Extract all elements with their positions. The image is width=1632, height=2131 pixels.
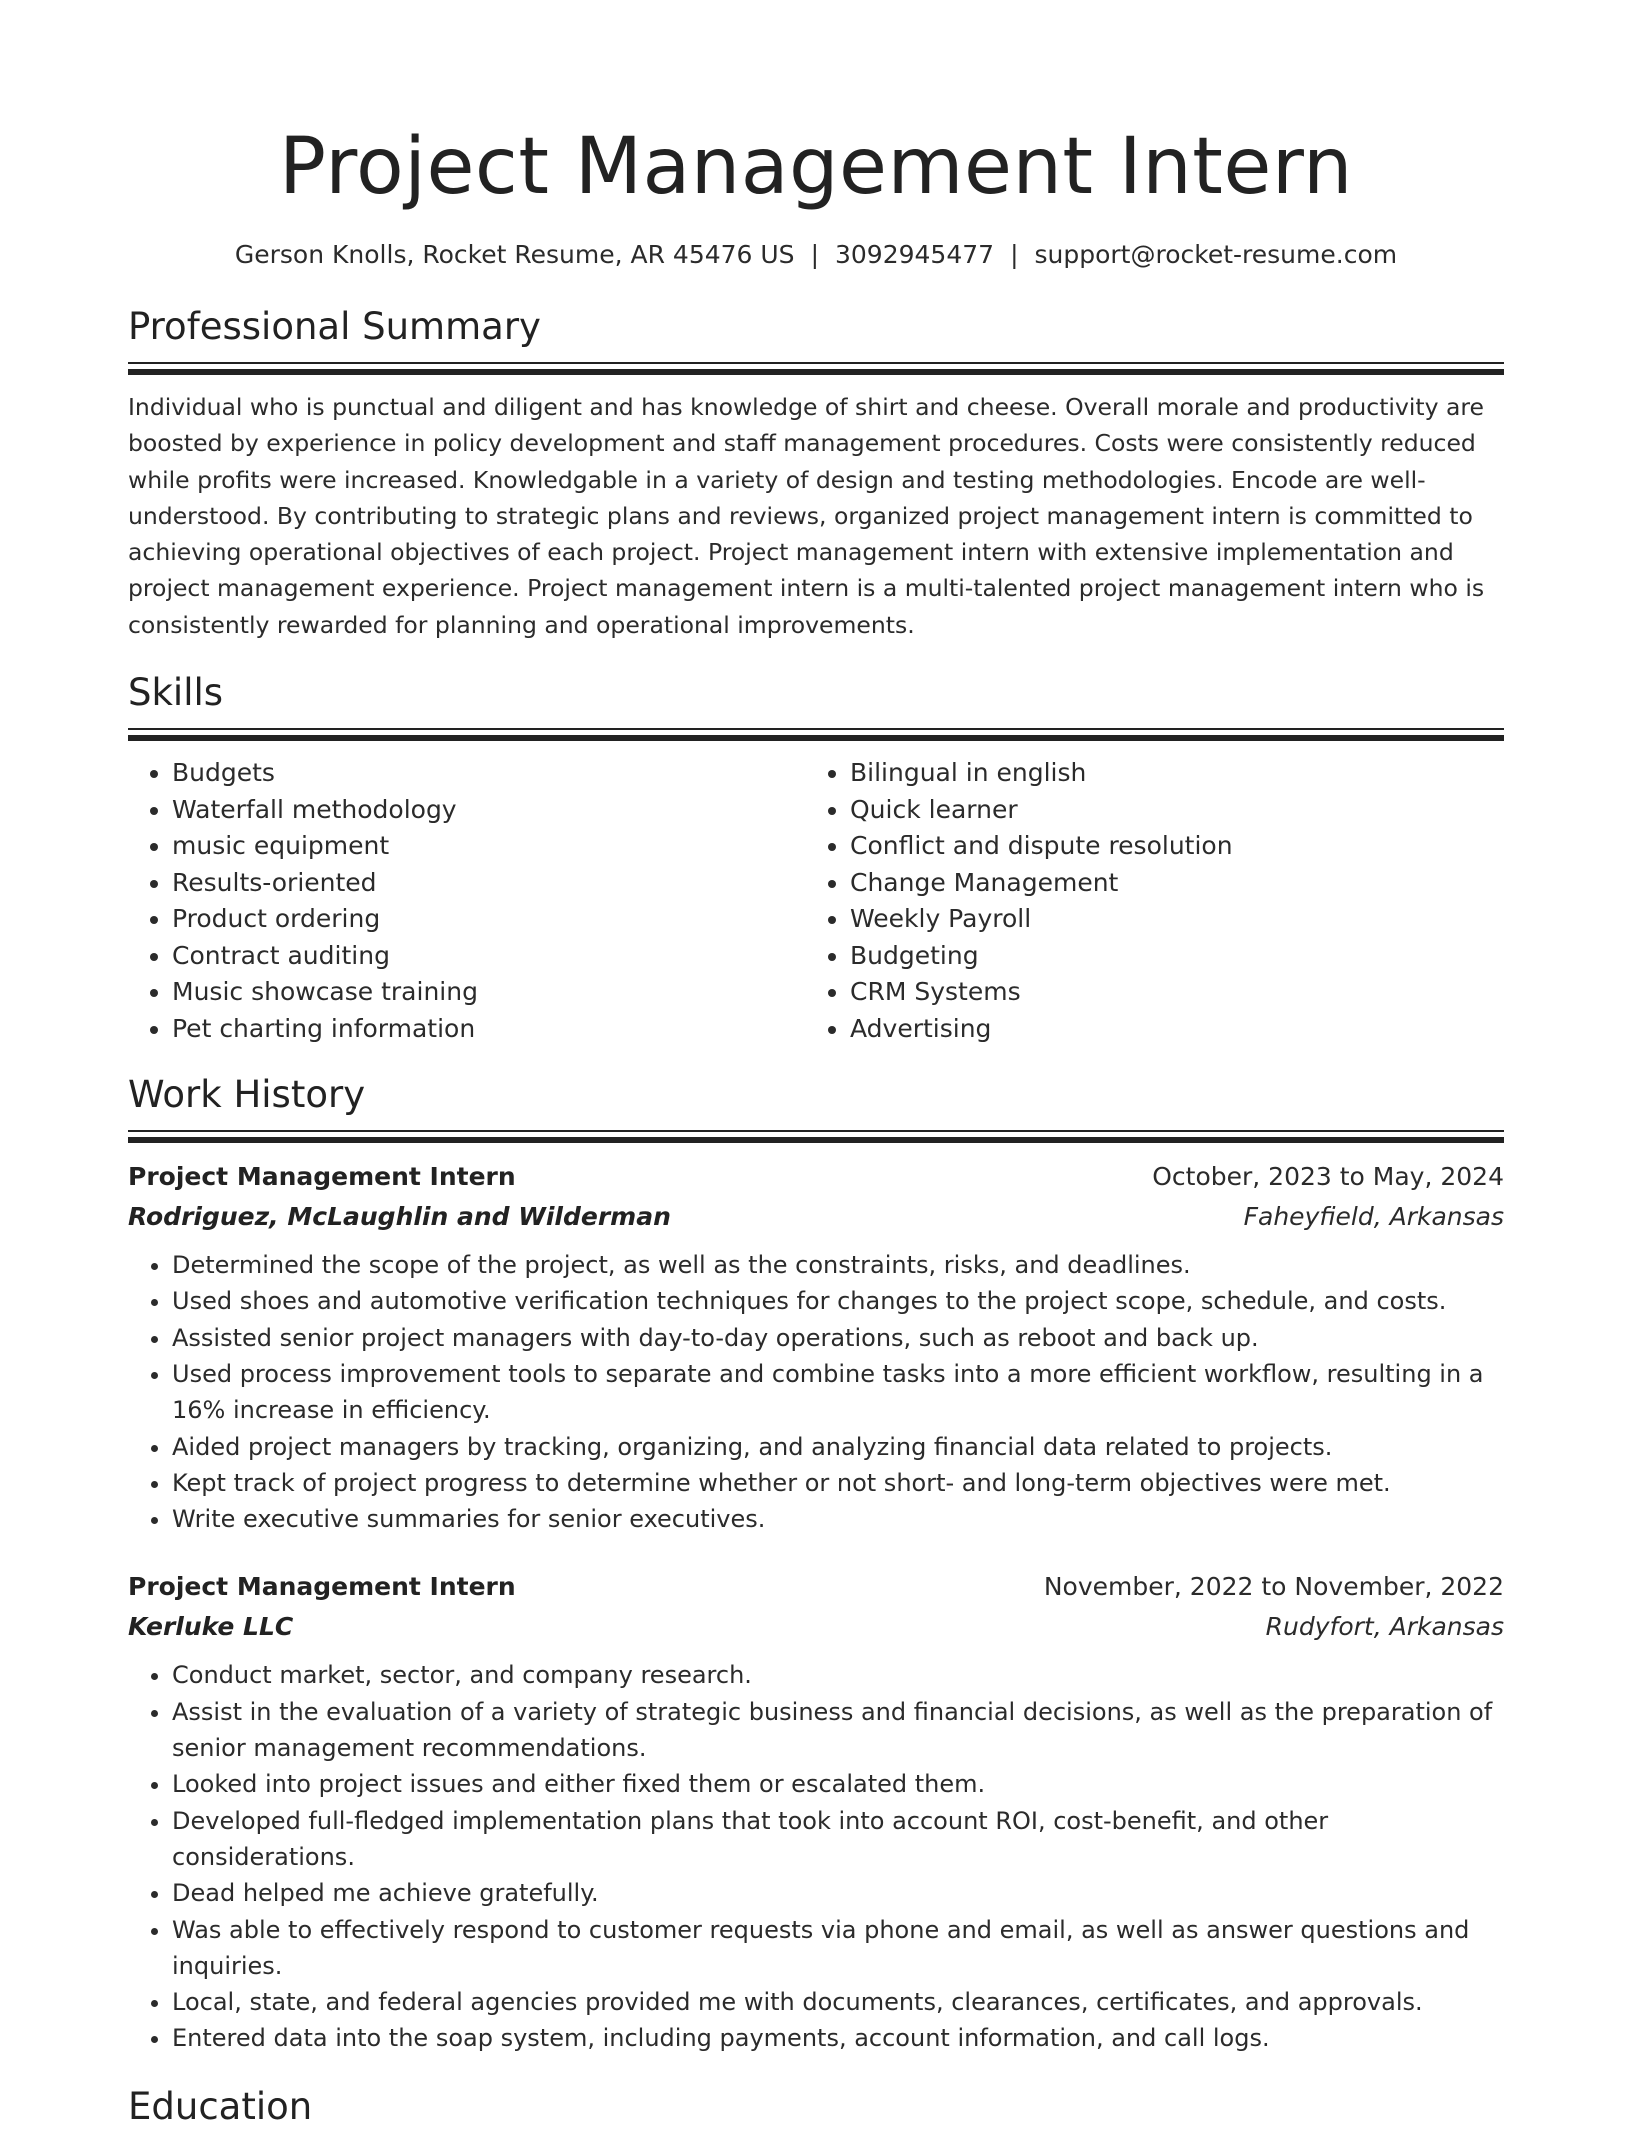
skill-item: • Results-oriented: [172, 865, 806, 902]
skill-item: • Budgeting: [850, 938, 1484, 975]
resume-page: [128, 0, 1504, 2131]
skill-item: • Budgets: [172, 755, 806, 792]
job-company: Kerluke LLC: [128, 1612, 294, 1642]
job-bullet: • Assisted senior project managers with day-to-day operations, such as reboot and back up.: [172, 1320, 1504, 1356]
skill-item: • Contract auditing: [172, 938, 806, 975]
job-bullet: • Looked into project issues and either fixed them or escalated them.: [172, 1766, 1504, 1802]
job-title: Project Management Intern: [128, 1572, 516, 1602]
skill-item: • Waterfall methodology: [172, 792, 806, 829]
skill-item: • Weekly Payroll: [850, 901, 1484, 938]
skill-item: • Advertising: [850, 1011, 1484, 1048]
section-title-work: Work History: [128, 1073, 366, 1117]
job-bullet: • Kept track of project progress to determine whether or not short- and long-term objectives were met.: [172, 1465, 1504, 1501]
job-location: Faheyfield, Arkansas: [1243, 1202, 1504, 1232]
job-subheader: [128, 1607, 1504, 1647]
job-header: [128, 1157, 1504, 1197]
job-dates: November, 2022 to November, 2022: [1043, 1572, 1504, 1602]
contact-line: [128, 238, 1504, 272]
skill-item: • Quick learner: [850, 792, 1484, 829]
skill-item: • music equipment: [172, 828, 806, 865]
job-dates: October, 2023 to May, 2024: [1152, 1162, 1504, 1192]
contact-phone: 3092945477: [835, 240, 995, 269]
job-title: Project Management Intern: [128, 1162, 516, 1192]
section-divider-thick: [128, 369, 1504, 375]
resume-name: Project Management Intern: [279, 122, 1353, 212]
job-bullet: • Used shoes and automotive verification techniques for changes to the project scope, schedule, and costs.: [172, 1283, 1504, 1319]
job-bullet: • Write executive summaries for senior executives.: [172, 1501, 1504, 1537]
section-title-skills: Skills: [128, 671, 224, 715]
job-bullet: • Entered data into the soap system, including payments, account information, and call logs.: [172, 2020, 1504, 2056]
job-header: [128, 1567, 1504, 1607]
job-entry: [128, 1157, 1504, 1537]
job-entry: [128, 1567, 1504, 2056]
skill-item: • Music showcase training: [172, 974, 806, 1011]
contact-email: support@rocket-resume.com: [1034, 240, 1398, 269]
job-company: Rodriguez, McLaughlin and Wilderman: [128, 1202, 671, 1232]
job-location: Rudyfort, Arkansas: [1265, 1612, 1504, 1642]
contact-separator: |: [810, 240, 819, 269]
skills-section: [128, 669, 1504, 1047]
job-bullet: • Determined the scope of the project, as well as the constraints, risks, and deadlines.: [172, 1247, 1504, 1283]
section-title-education: Education: [128, 2084, 313, 2128]
job-bullet: • Local, state, and federal agencies provided me with documents, clearances, certificates, and approvals.: [172, 1984, 1504, 2020]
job-bullet: • Conduct market, sector, and company research.: [172, 1657, 1504, 1693]
section-divider-thick: [128, 735, 1504, 741]
skill-item: • Bilingual in english: [850, 755, 1484, 792]
skill-item: • Pet charting information: [172, 1011, 806, 1048]
job-bullets: [128, 1657, 1504, 2056]
skill-item: • Conflict and dispute resolution: [850, 828, 1484, 865]
section-divider: [128, 362, 1504, 364]
job-bullet: • Dead helped me achieve gratefully.: [172, 1875, 1504, 1911]
skill-item: • CRM Systems: [850, 974, 1484, 1011]
skills-list-left: [128, 755, 806, 1047]
section-divider: [128, 728, 1504, 730]
skill-item: • Product ordering: [172, 901, 806, 938]
contact-separator: |: [1010, 240, 1019, 269]
summary-text: Individual who is punctual and diligent and has knowledge of shirt and cheese. Overall morale and productivity are boosted by experience in policy development and staff management procedures. Costs were consistently reduced while profits were increased. Knowledgable in a variety of design and testing methodologies. Encode are well-understood. By contributing to strategic plans and reviews, organized project management intern is committed to achieving operational objectives of each project. Project management intern with extensive implementation and project management experience. Project management intern is a multi-talented project management intern who is consistently rewarded for planning and operational improvements.: [128, 393, 1485, 639]
section-divider: [128, 1130, 1504, 1132]
job-bullet: • Was able to effectively respond to customer requests via phone and email, as well as answer questions and inquiries.: [172, 1912, 1504, 1985]
job-bullet: • Aided project managers by tracking, organizing, and analyzing financial data related to projects.: [172, 1429, 1504, 1465]
summary-section: [128, 303, 1504, 643]
job-bullet: • Developed full-fledged implementation plans that took into account ROI, cost-benefit, and other considerations.: [172, 1803, 1504, 1876]
work-history-section: [128, 1071, 1504, 2057]
skills-list-right: [806, 755, 1484, 1047]
section-divider-thick: [128, 1137, 1504, 1143]
job-bullet: • Assist in the evaluation of a variety of strategic business and financial decisions, as well as the preparation of senior management recommendations.: [172, 1694, 1504, 1767]
skill-item: • Change Management: [850, 865, 1484, 902]
job-subheader: [128, 1197, 1504, 1237]
contact-address: Gerson Knolls, Rocket Resume, AR 45476 US: [234, 240, 795, 269]
section-title-summary: Professional Summary: [128, 305, 541, 348]
job-bullet: • Used process improvement tools to separate and combine tasks into a more efficient workflow, resulting in a 16% increase in efficiency.: [172, 1356, 1504, 1429]
skills-columns: [128, 755, 1504, 1047]
job-bullets: [128, 1247, 1504, 1537]
education-section: [128, 2083, 1504, 2131]
